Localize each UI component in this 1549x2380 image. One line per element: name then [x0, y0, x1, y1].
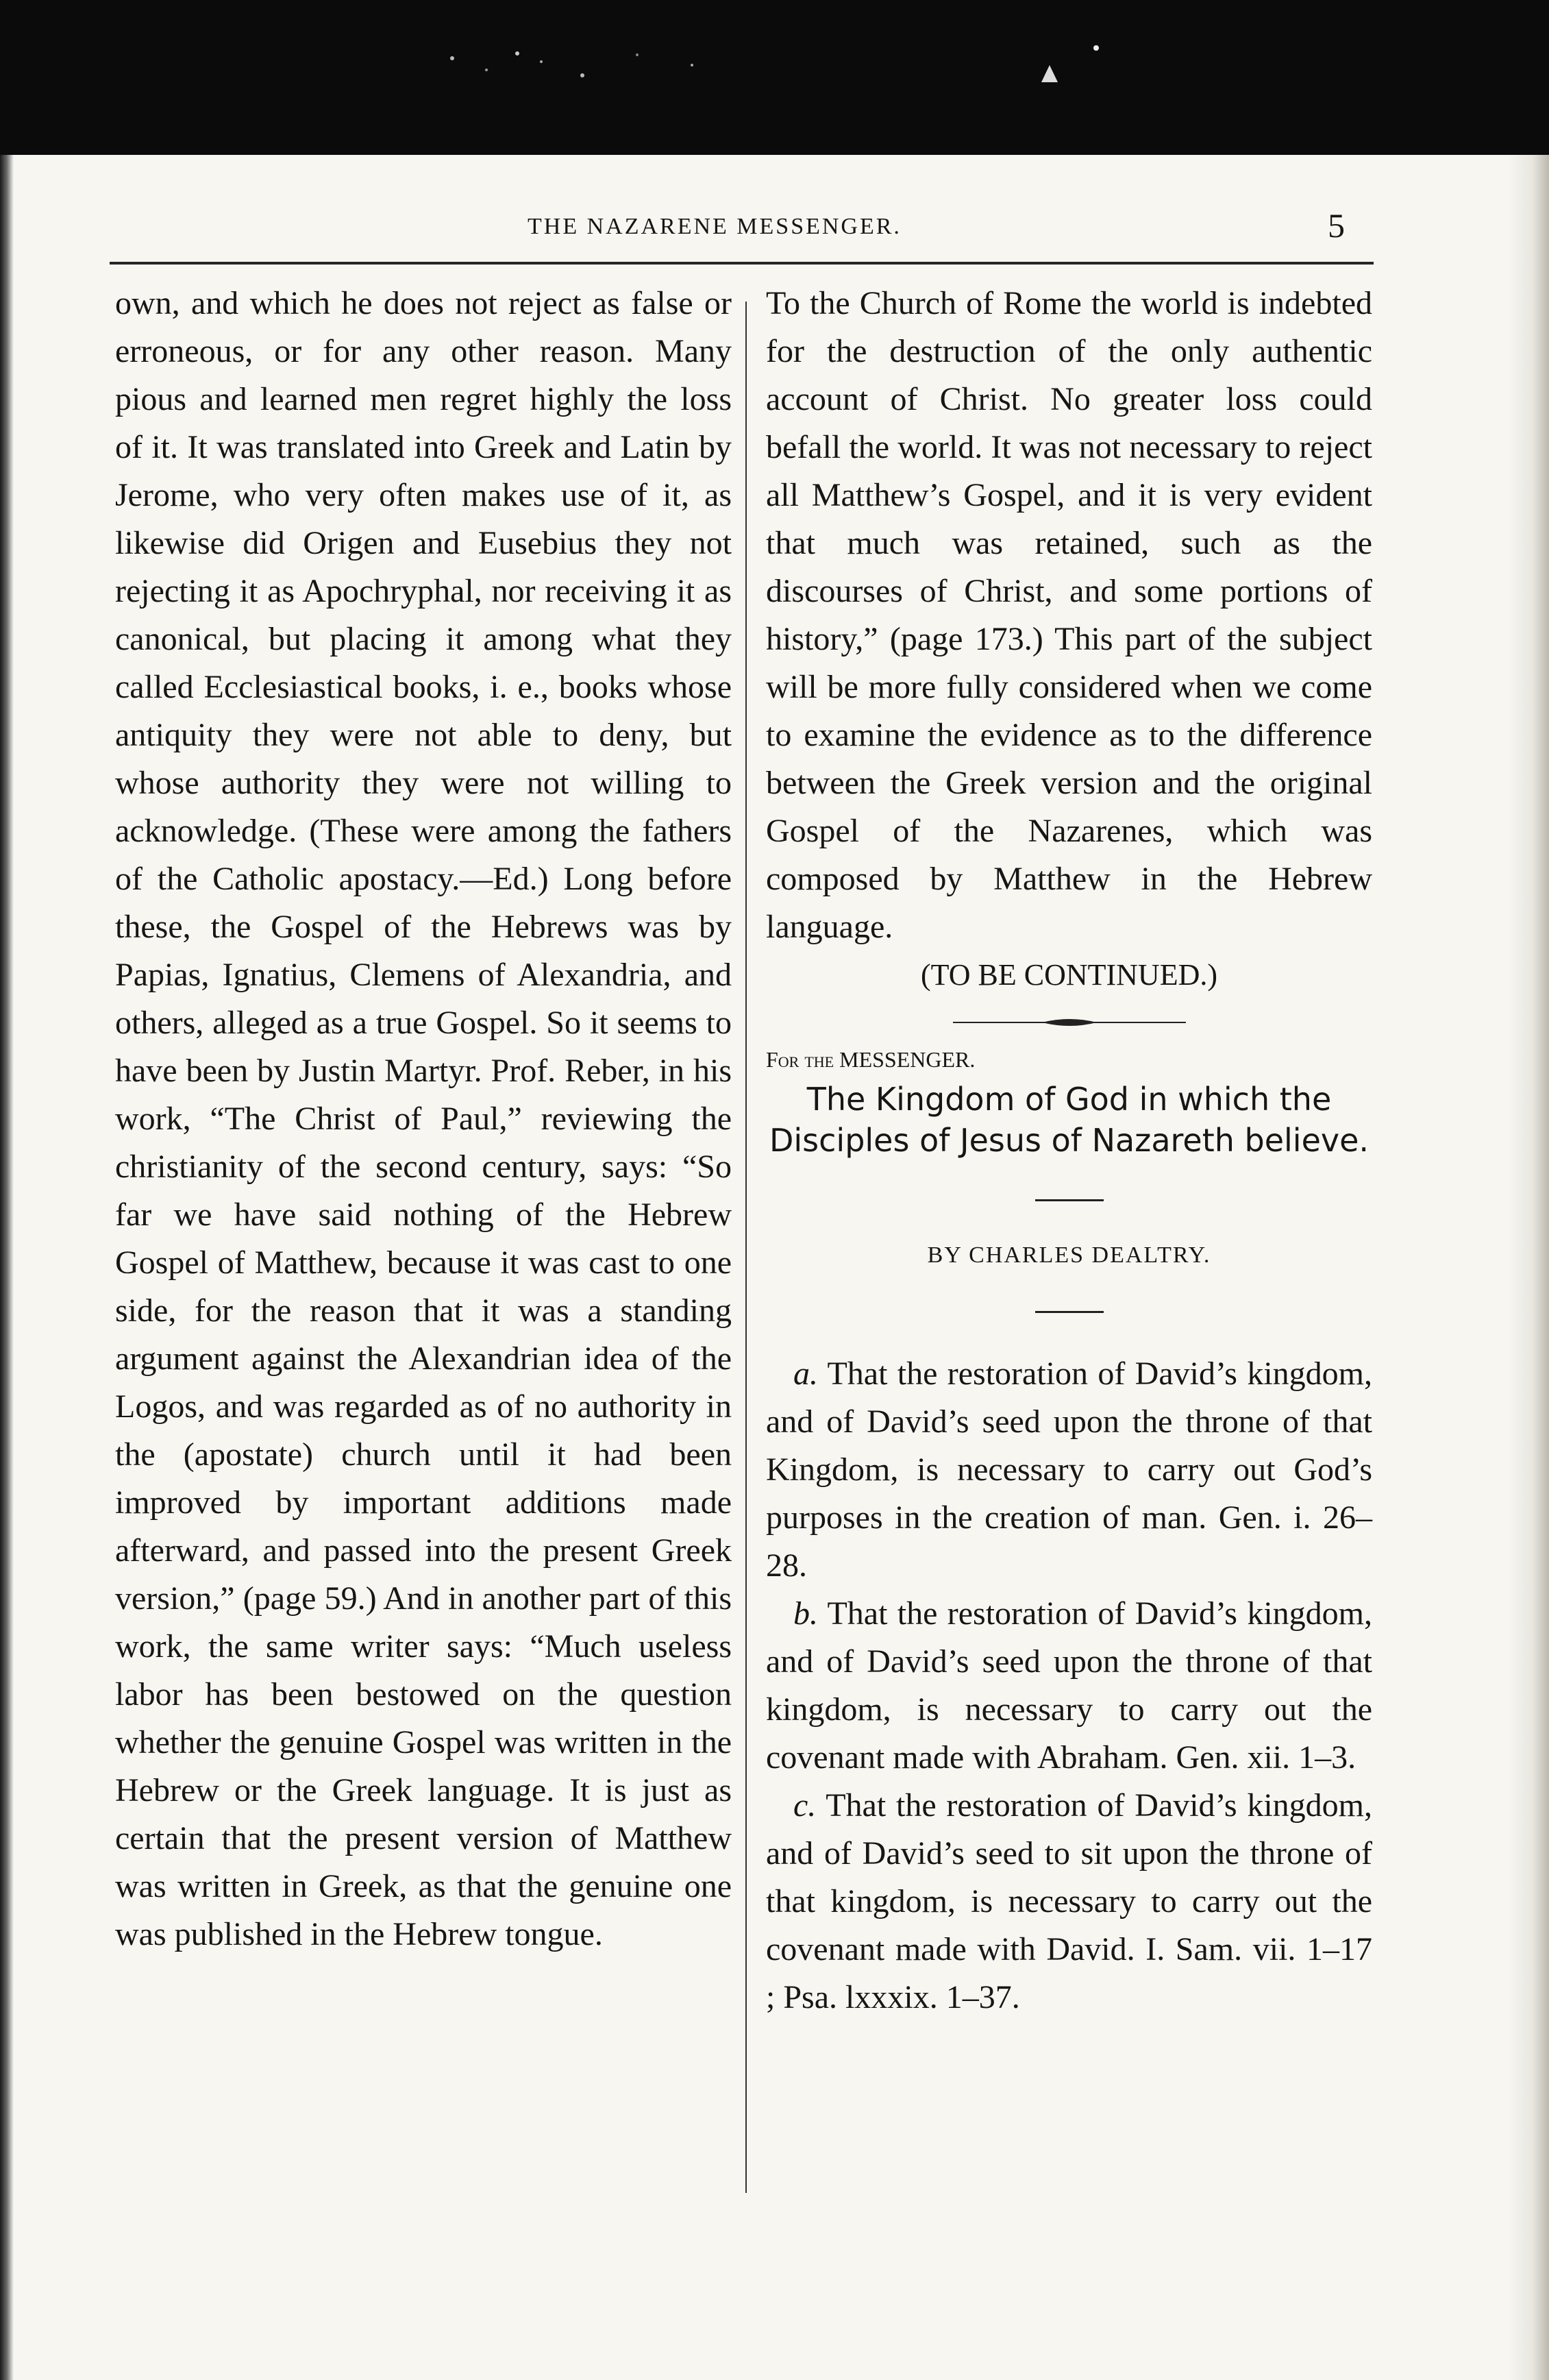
- byline: BY CHARLES DEALTRY.: [927, 1242, 1211, 1268]
- article-title: The Kingdom of God in which the Disciples of Jesus of Nazareth believe.: [769, 1081, 1370, 1159]
- point-text: That the restoration of David’s kingdom, and of David’s seed upon the throne of that kingdom, is necessary to carry out the covenant made with Abraham. Gen. xii. 1–3.: [766, 1595, 1372, 1776]
- header-rule: [110, 262, 1374, 265]
- point-label: b.: [793, 1595, 818, 1632]
- byline-rule: [1035, 1311, 1104, 1313]
- scan-noise: [438, 27, 1124, 110]
- point-c: [766, 1782, 1372, 2022]
- running-title: THE NAZARENE MESSENGER.: [528, 214, 902, 239]
- scan-right-edge: [1508, 155, 1549, 2380]
- point-b: [766, 1590, 1372, 1782]
- right-column: [766, 280, 1372, 2022]
- point-a: [766, 1350, 1372, 1590]
- point-text: That the restoration of David’s kingdom, and of David’s seed to sit upon the throne of that kingdom, is necessary to carry out the covenant made with David. I. Sam. vii. 1–17 ; Psa. lxxxix. 1–37.: [766, 1787, 1372, 2015]
- title-rule: [1035, 1199, 1104, 1201]
- page-number: 5: [1328, 206, 1345, 245]
- left-column: [115, 280, 732, 1959]
- scan-left-edge: [0, 155, 14, 2380]
- continuation-text: To the Church of Rome the world is indebted for the destruction of the only authentic account of Christ. No greater loss could befall the world. It was not necessary to reject all Matthew’s Gospel, and it is very evident that much was retained, such as the discourses of Christ, and some portions of history,” (page 173.) This part of the subject will be more fully considered when we come to examine the evidence as to the difference between the Greek version and the original Gospel of the Nazarenes, which was composed by Matthew in the Hebrew language.: [766, 285, 1372, 945]
- page-header: [0, 206, 1549, 247]
- point-label: a.: [793, 1355, 818, 1392]
- scan-top-border: [0, 0, 1549, 155]
- to-be-continued: (TO BE CONTINUED.): [920, 958, 1218, 992]
- point-text: That the restoration of David’s kingdom, and of David’s seed upon the throne of that Kingdom, is necessary to carry out God’s purposes in the creation of man. Gen. i. 26–28.: [766, 1355, 1372, 1584]
- point-label: c.: [793, 1787, 817, 1824]
- column-divider: [745, 302, 747, 2193]
- for-the-messenger: For the MESSENGER.: [766, 1047, 976, 1072]
- left-column-text: own, and which he does not reject as false or erroneous, or for any other reason. Many pious and learned men regret highly the loss of it. It was translated into Greek and Latin by Jerome, who very often makes use of it, as likewise did Origen and Eusebius they not rejecting it as Apochryphal, nor receiving it as canonical, but placing it among what they called Ecclesiastical books, i. e., books whose antiquity they were not able to deny, but whose authority they were not willing to acknowledge. (These were among the fathers of the Catholic apostacy.—Ed.) Long before these, the Gospel of the Hebrews was by Papias, Ignatius, Clemens of Alexandria, and others, alleged as a true Gospel. So it seems to have been by Justin Martyr. Prof. Reber, in his work, “The Christ of Paul,” reviewing the christianity of the second century, says: “So far we have said nothing of the Hebrew Gospel of Matthew, because it was cast to one side, for the reason that it was a standing argument against the Alexandrian idea of the Logos, and was regarded as of no authority in the (apostate) church until it had been improved by important additions made afterward, and passed into the present Greek version,” (page 59.) And in another part of this work, the same writer says: “Much useless labor has been bestowed on the question whether the genuine Gospel was written in the Hebrew or the Greek language. It is just as certain that the present version of Matthew was written in Greek, as that the genuine one was published in the Hebrew tongue.: [115, 285, 732, 1952]
- ornamental-rule: [939, 1014, 1200, 1031]
